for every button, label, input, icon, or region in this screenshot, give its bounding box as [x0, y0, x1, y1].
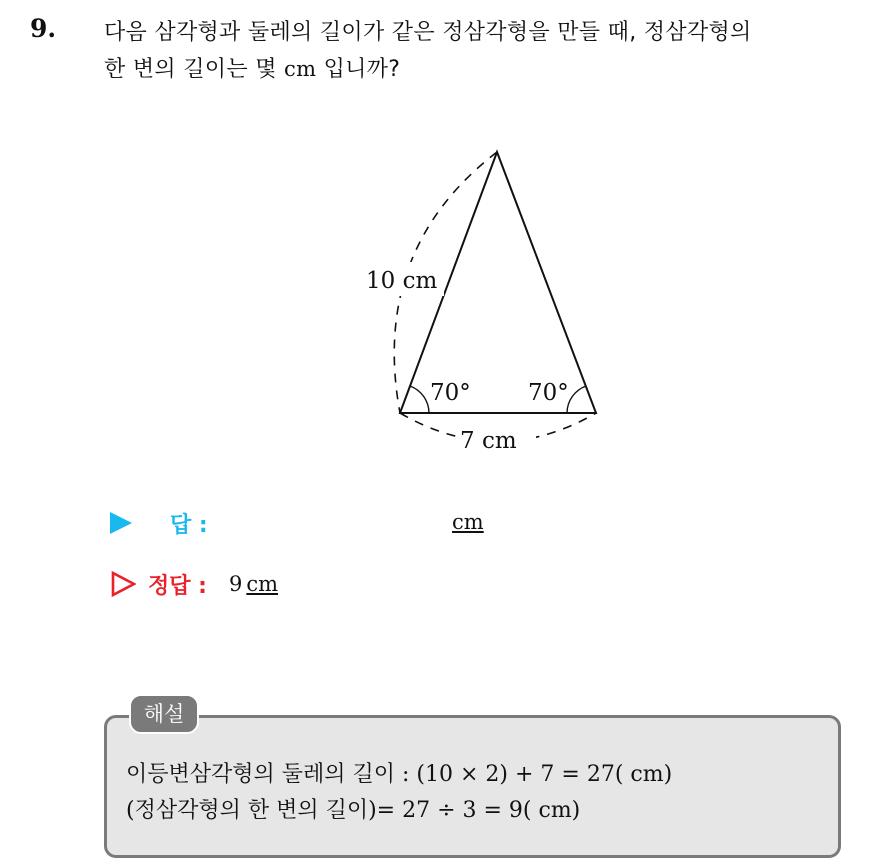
question-line-1: 다음 삼각형과 둘레의 길이가 같은 정삼각형을 만들 때, 정삼각형의 [104, 20, 752, 45]
correct-answer-label: 정답 : [148, 573, 207, 599]
base-length-label: 7 cm [460, 428, 517, 454]
angle-arc-right [567, 386, 586, 413]
answer-blank-unit[interactable]: cm [452, 510, 484, 534]
isosceles-triangle-figure [340, 140, 640, 470]
angle-label-left: 70° [430, 380, 471, 406]
solution-line-1: 이등변삼각형의 둘레의 길이 : (10 × 2) + 7 = 27( cm) [126, 762, 673, 787]
play-triangle-outline-icon [110, 571, 136, 597]
correct-answer-unit: cm [246, 572, 279, 596]
question-line-2-suffix: 입니까? [316, 57, 401, 82]
side-length-label: 10 cm [366, 268, 438, 294]
solution-tab: 해설 [129, 694, 199, 734]
angle-arc-left [410, 386, 429, 413]
correct-answer-value: 9 [228, 572, 243, 596]
correct-answer-row [110, 566, 278, 602]
question-text [104, 14, 874, 88]
question-number: 9. [30, 14, 57, 43]
question-line-2-prefix: 한 변의 길이는 몇 [104, 57, 285, 82]
solution-line-2: (정삼각형의 한 변의 길이)= 27 ÷ 3 = 9( cm) [126, 798, 581, 823]
answer-label: 답 : [170, 512, 208, 538]
angle-label-right: 70° [528, 380, 569, 406]
question-unit: cm [284, 57, 317, 81]
play-triangle-filled-icon [110, 512, 132, 534]
question-line-2 [104, 51, 874, 88]
answer-row [110, 505, 208, 541]
